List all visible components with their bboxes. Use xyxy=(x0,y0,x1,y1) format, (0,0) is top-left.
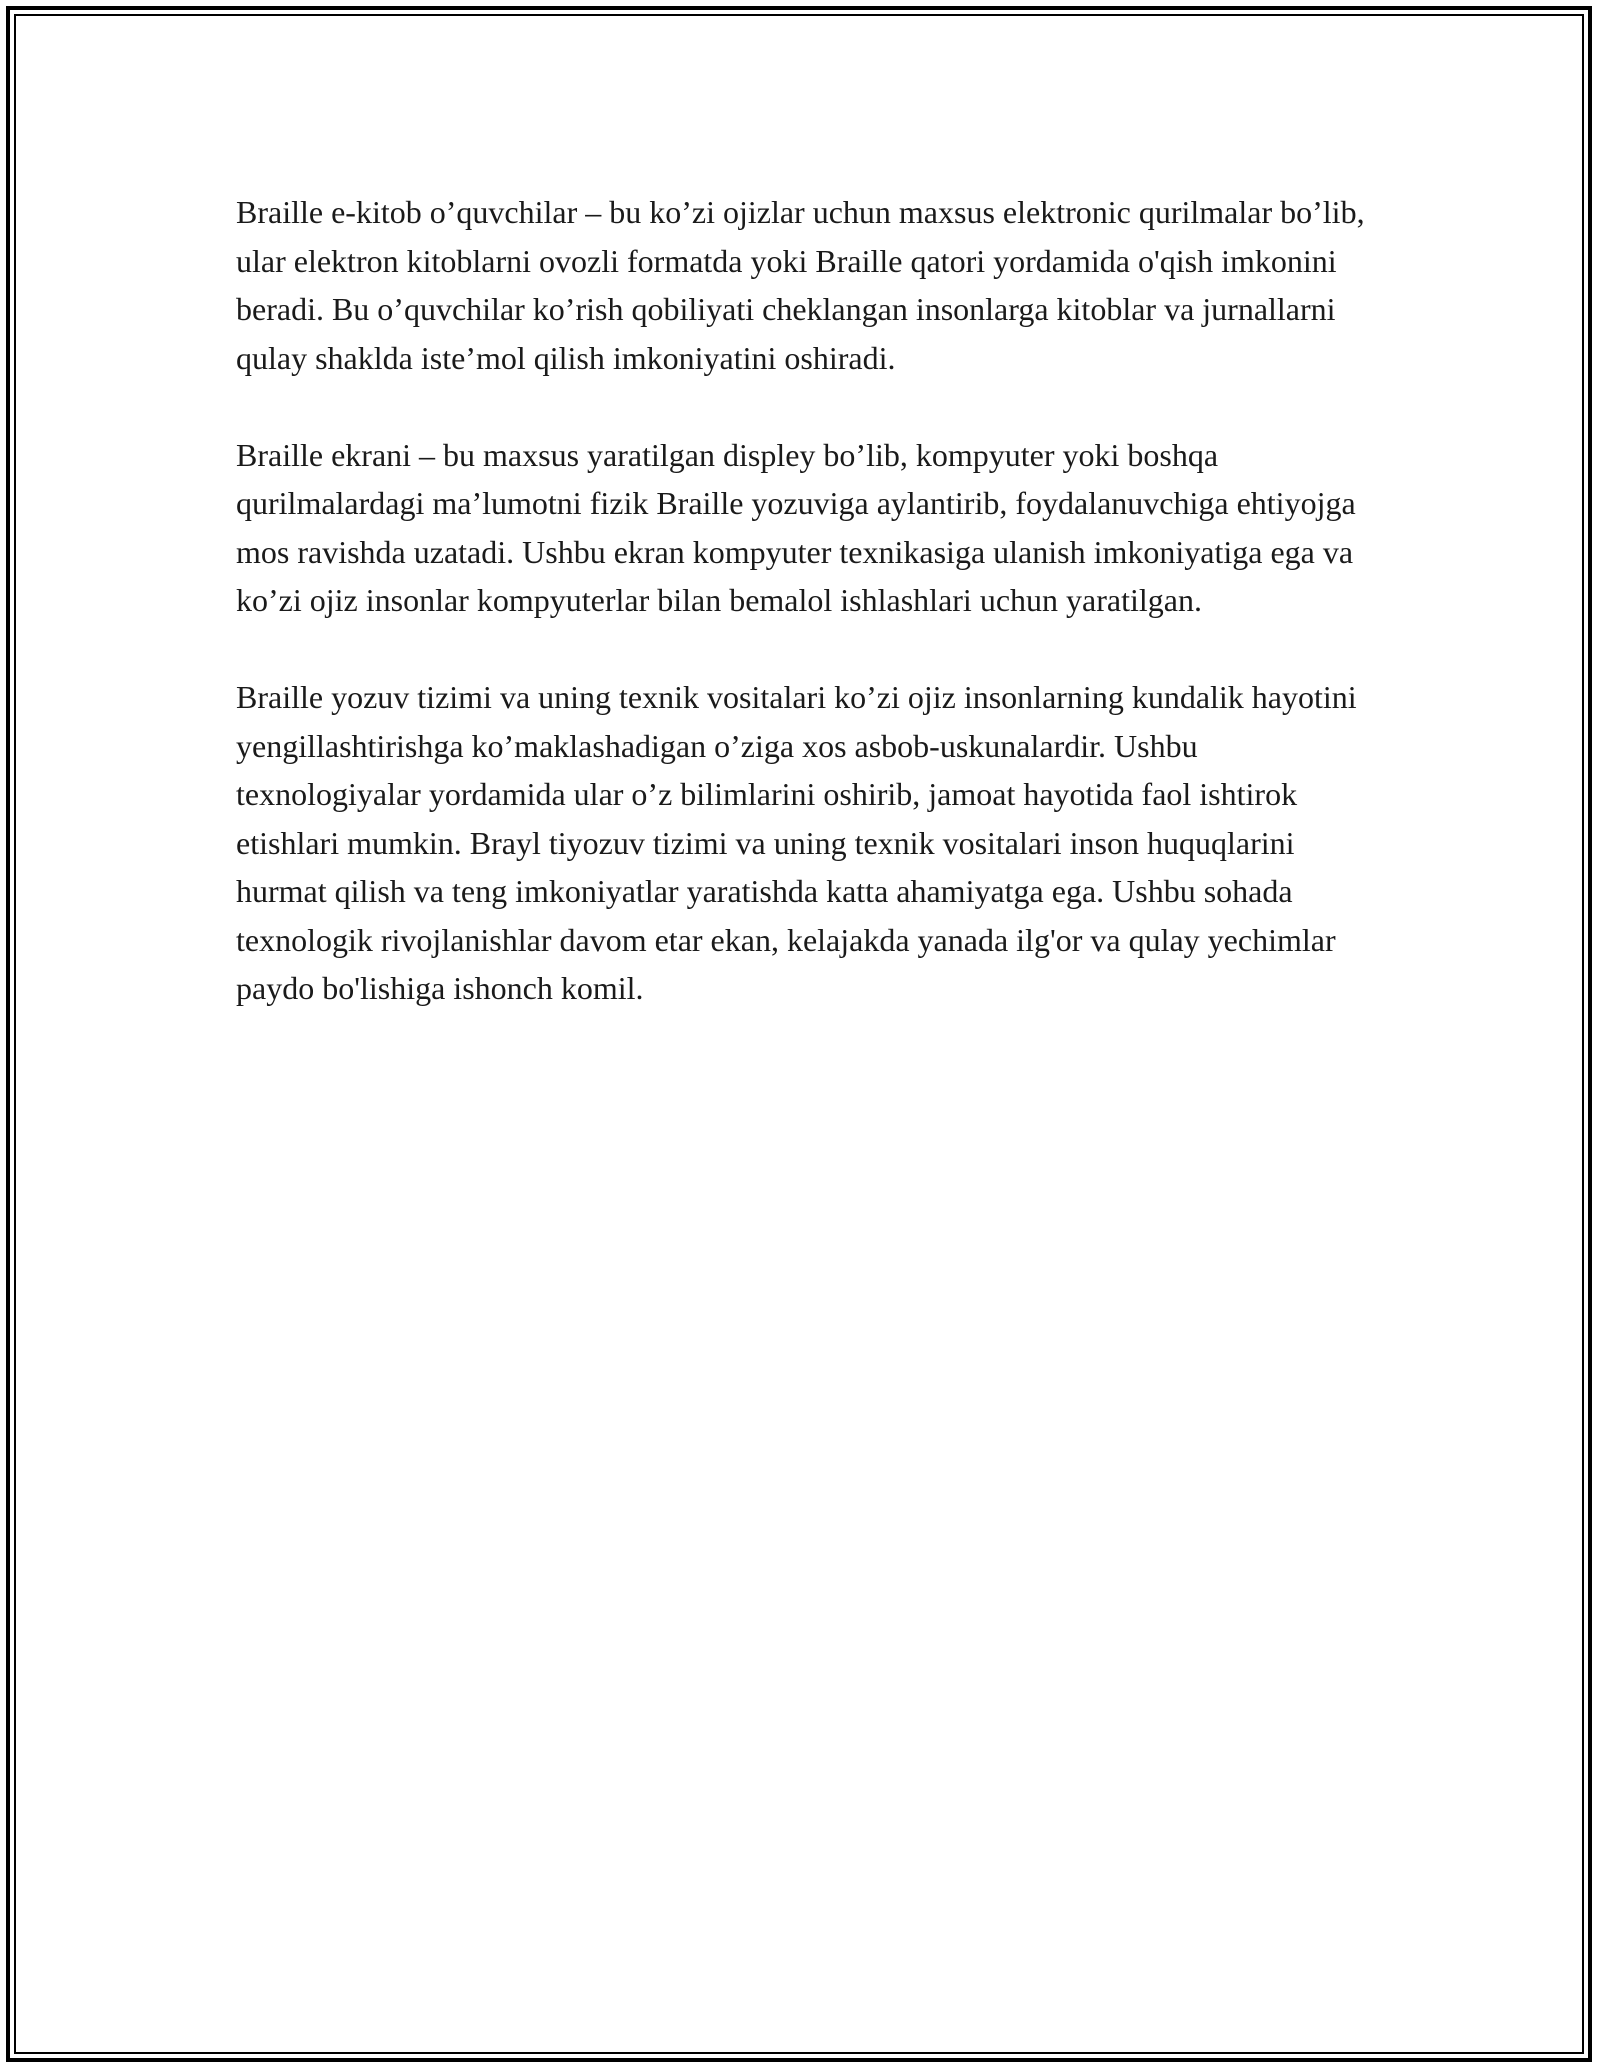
paragraph-braille-conclusion: Braille yozuv tizimi va uning texnik vositalari ko’zi ojiz insonlarning kundalik hayotini yengillashtirishga ko’maklashadigan o’ziga xos asbob-uskunalardir. Ushbu texnologiyalar yordamida ular o’z bilimlarini oshirib, jamoat hayotida faol ishtirok etishlari mumkin. Brayl tiyozuv tizimi va uning texnik vositalari inson huquqlarini hurmat qilish va teng imkoniyatlar yaratishda katta ahamiyatga ega. Ushbu sohada texnologik rivojlanishlar davom etar ekan, kelajakda yanada ilg'or va qulay yechimlar paydo bo'lishiga ishonch komil. xyxy=(236,679,1357,1006)
paragraph-braille-ebook-readers: Braille e-kitob o’quvchilar – bu ko’zi ojizlar uchun maxsus elektronic qurilmalar bo’lib, ular elektron kitoblarni ovozli formatda yoki Braille qatori yordamida o'qish imkonini beradi. Bu o’quvchilar ko’rish qobiliyati cheklangan insonlarga kitoblar va jurnallarni qulay shakldа iste’mol qilish imkoniyatini oshiradi. xyxy=(236,194,1365,376)
paragraph-braille-display: Braille ekrani – bu maxsus yaratilgan displey bo’lib, kompyuter yoki boshqa qurilmalardagi ma’lumotni fizik Braille yozuviga aylantirib, foydalanuvchiga ehtiyojga mos ravishda uzatadi. Ushbu ekran kompyuter texnikasiga ulanish imkoniyatiga ega va ko’zi ojiz insonlar kompyuterlar bilan bemalol ishlashlari uchun yaratilgan. xyxy=(236,436,1356,618)
document-body xyxy=(236,188,1386,1061)
